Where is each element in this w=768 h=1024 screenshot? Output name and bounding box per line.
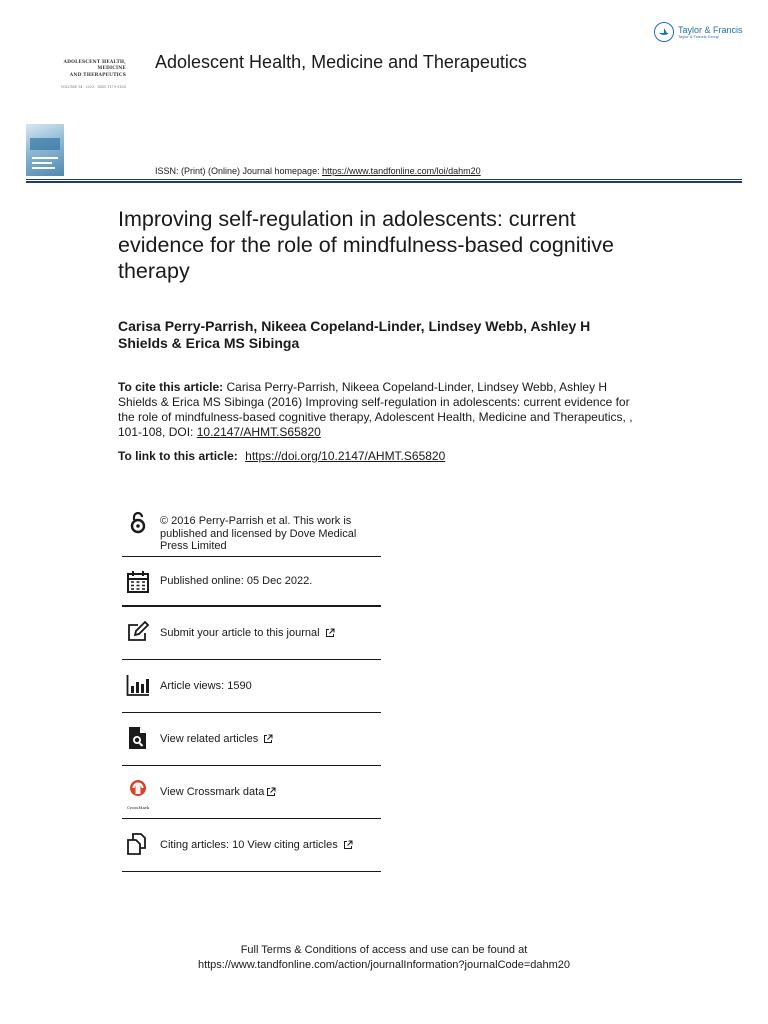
publisher-logo-icon	[654, 22, 674, 42]
crossmark-logo-text: CrossMark	[127, 805, 150, 810]
article-doi-url-link[interactable]: https://doi.org/10.2147/AHMT.S65820	[245, 449, 446, 463]
submit-article-row[interactable]	[122, 607, 381, 660]
publisher-name: Taylor & Francis	[678, 24, 743, 35]
terms-footer	[0, 943, 768, 973]
published-date: Published online: 05 Dec 2022.	[160, 574, 313, 587]
terms-line: Full Terms & Conditions of access and use can be found at	[240, 944, 528, 956]
external-link-icon	[266, 787, 276, 797]
external-link-icon	[325, 628, 335, 638]
external-link-icon	[343, 840, 353, 850]
article-link-line	[118, 449, 638, 464]
article-views-row	[122, 660, 381, 713]
open-access-row	[122, 506, 381, 557]
open-access-icon	[126, 511, 150, 535]
bar-chart-icon	[126, 673, 150, 697]
citing-articles-link[interactable]: Citing articles: 10 View citing articles	[160, 838, 338, 851]
publisher-group: Taylor & Francis Group	[678, 33, 719, 39]
crossmark-link[interactable]: View Crossmark data	[160, 785, 265, 798]
citation-label: To cite this article:	[118, 380, 224, 394]
issn-prefix: ISSN: (Print) (Online) Journal homepage:	[155, 166, 323, 176]
link-label: To link to this article:	[118, 449, 238, 463]
mini-title-line2: AND THERAPEUTICS	[69, 72, 126, 78]
journal-name: Adolescent Health, Medicine and Therapeutics	[155, 52, 527, 72]
citation-block	[118, 380, 638, 440]
mini-title-line1: ADOLESCENT HEALTH, MEDICINE	[63, 60, 126, 72]
published-row	[122, 557, 381, 607]
edit-icon	[126, 620, 150, 644]
doi-link[interactable]: 10.2147/AHMT.S65820	[196, 425, 321, 439]
journal-cover-image	[26, 124, 64, 176]
article-views: Article views: 1590	[160, 679, 252, 692]
header-rule	[26, 179, 742, 180]
article-authors: Carisa Perry-Parrish, Nikeea Copeland-Linder, Lindsey Webb, Ashley H Shields & Erica MS Sibinga	[118, 318, 591, 351]
boat-icon	[658, 27, 670, 37]
journal-masthead-mini	[36, 60, 126, 89]
related-articles-link[interactable]: View related articles	[160, 732, 259, 745]
submit-article-link[interactable]: Submit your article to this journal	[160, 626, 320, 639]
issn-line	[155, 166, 481, 176]
calendar-icon	[126, 570, 150, 594]
related-articles-row[interactable]	[122, 713, 381, 766]
citation-text: Carisa Perry-Parrish, Nikeea Copeland-Linder, Lindsey Webb, Ashley H Shields & Erica MS Sibinga (2016) Improving self-regulation in adolescents: current evidence for the role of mindfulness-based cognitive therapy, Adolescent Health, Medicine and Therapeutics, , 101-108, DOI:	[118, 380, 633, 439]
license-text: © 2016 Perry-Parrish et al. This work is published and licensed by Dove Medical Press Limited	[160, 515, 357, 552]
journal-homepage-link[interactable]: https://www.tandfonline.com/loi/dahm20	[322, 166, 481, 176]
citing-articles-row[interactable]	[122, 819, 381, 872]
external-link-icon	[263, 734, 273, 744]
crossmark-row[interactable]	[122, 766, 381, 819]
citing-documents-icon	[126, 832, 150, 856]
article-title: Improving self-regulation in adolescents: current evidence for the role of mindfulness-based cognitive therapy	[118, 207, 614, 283]
header-rule-thick	[26, 181, 742, 183]
document-search-icon	[126, 726, 150, 750]
crossmark-icon	[126, 779, 150, 803]
mini-sub: VOLUME 14 · 2023 · ISSN 1179-318X	[60, 85, 126, 90]
terms-url[interactable]: https://www.tandfonline.com/action/journalInformation?journalCode=dahm20	[197, 959, 571, 971]
article-info-list	[122, 506, 381, 872]
publisher-logo[interactable]	[654, 22, 743, 42]
